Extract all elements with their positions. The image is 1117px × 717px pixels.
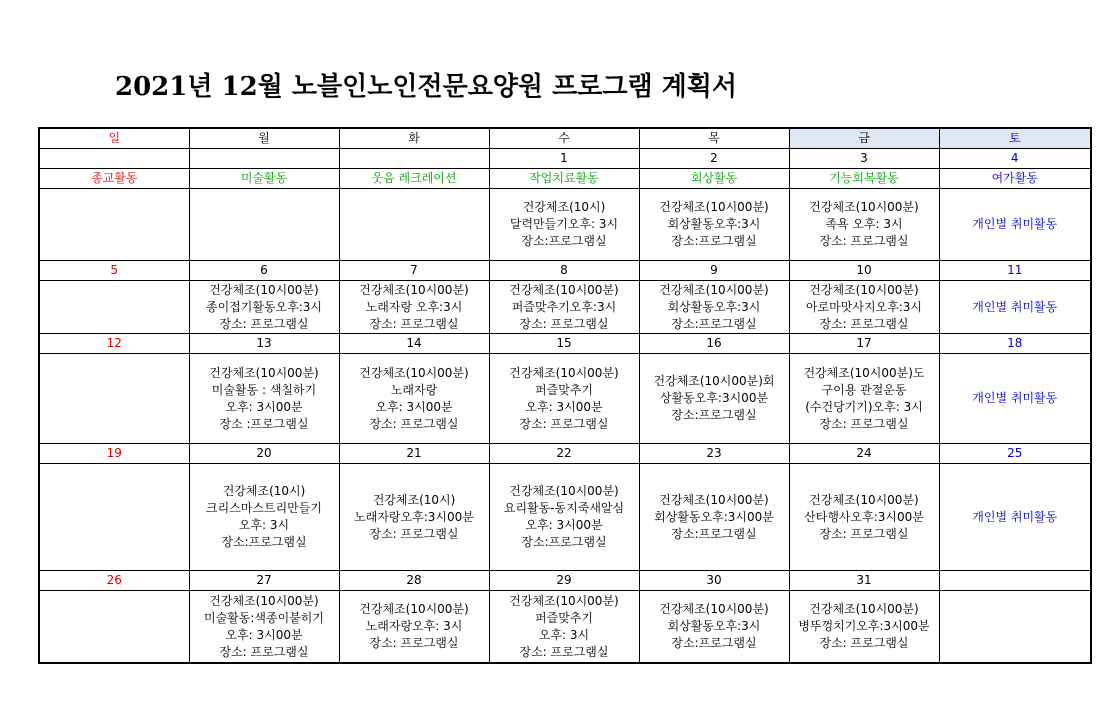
date-fri: 10	[789, 261, 939, 281]
program-line: 산타행사오후:3시00분	[804, 509, 924, 524]
program-line: 퍼즐맞추기	[535, 610, 593, 625]
weekday-sat: 토	[939, 128, 1091, 149]
program-line: 건강체조(10시)	[522, 200, 606, 214]
date-mon: 20	[189, 444, 339, 464]
program-cell-thu	[639, 464, 789, 571]
program-line: 건강체조(10시00분)	[509, 593, 619, 608]
program-cell-sat	[939, 464, 1091, 571]
date-wed: 8	[489, 261, 639, 281]
date-thu: 16	[639, 334, 789, 354]
program-line: 장소: 프로그램실	[519, 416, 609, 431]
program-line: 건강체조(10시00분)	[809, 602, 919, 616]
weekday-sun: 일	[39, 128, 189, 149]
date-wed: 29	[489, 571, 639, 591]
program-cell-mon	[189, 591, 339, 664]
program-line: 노래자랑 오후:3시	[365, 299, 463, 314]
program-line: 개인별 취미활동	[972, 391, 1058, 405]
date-thu: 2	[639, 149, 789, 169]
program-line: 건강체조(10시00분)	[659, 200, 769, 214]
program-cell-thu	[639, 281, 789, 334]
program-line: 장소:프로그램실	[671, 636, 757, 650]
program-line: 오후: 3시00분	[225, 399, 303, 414]
weekday-thu: 목	[639, 128, 789, 149]
date-sun: 12	[39, 334, 189, 354]
date-fri: 17	[789, 334, 939, 354]
date-sun	[39, 149, 189, 169]
program-line: 장소:프로그램실	[671, 234, 757, 248]
program-cell-sun	[39, 354, 189, 444]
date-sat	[939, 571, 1091, 591]
program-line: 건강체조(10시00분)	[809, 200, 919, 214]
week-3-date-row	[39, 334, 1091, 354]
program-line: 구이용 관절운동	[821, 382, 907, 397]
program-cell-sat	[939, 591, 1091, 664]
program-line: 장소: 프로그램실	[819, 234, 909, 248]
program-line: 장소: 프로그램실	[369, 416, 459, 431]
program-cell-wed	[489, 189, 639, 261]
program-cell-wed	[489, 464, 639, 571]
date-tue	[339, 149, 489, 169]
program-cell-sun	[39, 281, 189, 334]
program-cell-sun	[39, 464, 189, 571]
program-line: (수건당기기)오후: 3시	[805, 399, 923, 414]
program-line: 장소: 프로그램실	[219, 644, 309, 659]
date-sat: 25	[939, 444, 1091, 464]
program-line: 건강체조(10시00분)도	[803, 365, 925, 380]
program-line: 노래자랑오후: 3시	[365, 619, 463, 633]
program-line: 건강체조(10시)	[372, 492, 456, 507]
program-line: 족욕 오후: 3시	[825, 217, 903, 231]
date-mon: 13	[189, 334, 339, 354]
program-line: 노래자랑	[390, 382, 438, 397]
category-sun: 종교활동	[39, 169, 189, 189]
date-thu: 30	[639, 571, 789, 591]
date-mon: 27	[189, 571, 339, 591]
category-mon: 미술활동	[189, 169, 339, 189]
category-wed: 작업치료활동	[489, 169, 639, 189]
program-line: 장소: 프로그램실	[369, 636, 459, 650]
date-wed: 15	[489, 334, 639, 354]
category-row	[39, 169, 1091, 189]
category-sat: 여가활동	[939, 169, 1091, 189]
program-line: 오후: 3시00분	[525, 518, 603, 532]
date-sun: 19	[39, 444, 189, 464]
program-line: 장소:프로그램실	[521, 535, 607, 549]
program-cell-sat	[939, 354, 1091, 444]
program-cell-sun	[39, 591, 189, 664]
program-line: 회상활동오후:3시	[667, 299, 761, 314]
program-cell-mon	[189, 189, 339, 261]
program-cell-thu	[639, 354, 789, 444]
category-tue: 웃음 레크레이션	[339, 169, 489, 189]
program-line: 건강체조(10시00분)	[359, 365, 469, 380]
program-line: 건강체조(10시)	[222, 484, 306, 498]
program-line: 회상활동오후:3시	[667, 619, 761, 633]
date-thu: 9	[639, 261, 789, 281]
date-tue: 21	[339, 444, 489, 464]
program-line: 퍼즐맞추기	[535, 382, 593, 397]
program-line: 건강체조(10시00분)	[509, 365, 619, 380]
program-cell-fri	[789, 281, 939, 334]
program-line: 장소:프로그램실	[671, 316, 757, 331]
program-line: 건강체조(10시00분)회	[653, 374, 775, 388]
program-line: 건강체조(10시00분)	[509, 484, 619, 498]
date-fri: 24	[789, 444, 939, 464]
program-line: 장소: 프로그램실	[519, 644, 609, 659]
program-line: 오후: 3시00분	[225, 627, 303, 642]
date-sat: 4	[939, 149, 1091, 169]
date-tue: 7	[339, 261, 489, 281]
program-cell-fri	[789, 354, 939, 444]
program-line: 종이접기활동오후:3시	[205, 299, 322, 314]
date-sun: 26	[39, 571, 189, 591]
program-line: 건강체조(10시00분)	[209, 593, 319, 608]
program-line: 미술활동 : 색칠하기	[211, 382, 317, 397]
program-line: 장소: 프로그램실	[819, 416, 909, 431]
program-line: 건강체조(10시00분)	[659, 492, 769, 507]
program-cell-mon	[189, 464, 339, 571]
program-cell-tue	[339, 281, 489, 334]
category-thu: 회상활동	[639, 169, 789, 189]
week-4-date-row	[39, 444, 1091, 464]
program-cell-sun	[39, 189, 189, 261]
program-line: 개인별 취미활동	[972, 509, 1058, 524]
program-cell-wed	[489, 591, 639, 664]
program-line: 병뚜껑치기오후:3시00분	[798, 619, 930, 633]
program-cell-sat	[939, 281, 1091, 334]
program-line: 개인별 취미활동	[972, 217, 1058, 231]
week-2-program-row	[39, 281, 1091, 334]
program-cell-tue	[339, 354, 489, 444]
date-mon	[189, 149, 339, 169]
program-line: 오후: 3시	[538, 627, 590, 642]
program-line: 장소:프로그램실	[671, 408, 757, 422]
program-line: 장소: 프로그램실	[519, 316, 609, 331]
program-line: 장소: 프로그램실	[219, 316, 309, 331]
program-line: 회상활동오후:3시	[667, 217, 761, 231]
week-1-date-row	[39, 149, 1091, 169]
program-line: 요리활동-동지죽새알심	[503, 501, 625, 515]
category-fri: 기능회복활동	[789, 169, 939, 189]
program-cell-thu	[639, 591, 789, 664]
program-line: 크리스마스트리만들기	[206, 501, 322, 515]
weekday-fri: 금	[789, 128, 939, 149]
page-title: 2021년 12월 노블인노인전문요양원 프로그램 계획서	[115, 72, 737, 102]
program-cell-mon	[189, 281, 339, 334]
program-line: 장소:프로그램실	[671, 526, 757, 541]
date-tue: 28	[339, 571, 489, 591]
week-4-program-row	[39, 464, 1091, 571]
program-cell-mon	[189, 354, 339, 444]
date-sat: 11	[939, 261, 1091, 281]
date-wed: 22	[489, 444, 639, 464]
program-line: 장소: 프로그램실	[819, 526, 909, 541]
date-mon: 6	[189, 261, 339, 281]
program-cell-fri	[789, 591, 939, 664]
date-sat: 18	[939, 334, 1091, 354]
program-line: 건강체조(10시00분)	[209, 282, 319, 297]
date-thu: 23	[639, 444, 789, 464]
weekday-wed: 수	[489, 128, 639, 149]
program-line: 건강체조(10시00분)	[659, 282, 769, 297]
date-wed: 1	[489, 149, 639, 169]
program-cell-sat	[939, 189, 1091, 261]
program-cell-tue	[339, 464, 489, 571]
date-tue: 14	[339, 334, 489, 354]
program-line: 장소: 프로그램실	[819, 316, 909, 331]
program-line: 건강체조(10시00분)	[359, 602, 469, 616]
program-line: 노래자랑오후:3시00분	[354, 509, 474, 524]
date-sun: 5	[39, 261, 189, 281]
program-line: 건강체조(10시00분)	[809, 282, 919, 297]
weekday-mon: 월	[189, 128, 339, 149]
program-line: 건강체조(10시00분)	[359, 282, 469, 297]
program-cell-wed	[489, 281, 639, 334]
week-3-program-row	[39, 354, 1091, 444]
program-line: 달력만들기오후: 3시	[509, 217, 619, 231]
program-cell-wed	[489, 354, 639, 444]
weekday-tue: 화	[339, 128, 489, 149]
program-cell-fri	[789, 189, 939, 261]
program-line: 장소:프로그램실	[521, 234, 607, 248]
program-line: 오후: 3시00분	[525, 399, 603, 414]
program-cell-tue	[339, 591, 489, 664]
program-cell-thu	[639, 189, 789, 261]
program-line: 건강체조(10시00분)	[809, 492, 919, 507]
date-fri: 3	[789, 149, 939, 169]
program-line: 장소: 프로그램실	[819, 636, 909, 650]
program-line: 오후: 3시	[238, 518, 290, 532]
program-calendar	[38, 127, 1092, 664]
program-line: 장소: 프로그램실	[369, 526, 459, 541]
program-cell-tue	[339, 189, 489, 261]
program-line: 상활동오후:3시00분	[659, 391, 769, 405]
program-line: 오후: 3시00분	[375, 399, 453, 414]
program-line: 미술활동:색종이붙히기	[204, 610, 324, 625]
program-line: 개인별 취미활동	[972, 299, 1058, 314]
date-fri: 31	[789, 571, 939, 591]
program-line: 회상활동오후:3시00분	[654, 509, 774, 524]
program-line: 건강체조(10시00분)	[509, 282, 619, 297]
week-5-date-row	[39, 571, 1091, 591]
program-line: 장소 :프로그램실	[219, 416, 309, 431]
program-line: 장소:프로그램실	[221, 535, 307, 549]
program-line: 장소: 프로그램실	[369, 316, 459, 331]
program-line: 건강체조(10시00분)	[209, 365, 319, 380]
program-cell-fri	[789, 464, 939, 571]
program-line: 아로마맛사지오후:3시	[805, 299, 922, 314]
program-line: 퍼즐맞추기오후:3시	[511, 299, 617, 314]
week-1-program-row	[39, 189, 1091, 261]
week-2-date-row	[39, 261, 1091, 281]
week-5-program-row	[39, 591, 1091, 664]
weekday-header-row	[39, 128, 1091, 149]
program-line: 건강체조(10시00분)	[659, 602, 769, 616]
